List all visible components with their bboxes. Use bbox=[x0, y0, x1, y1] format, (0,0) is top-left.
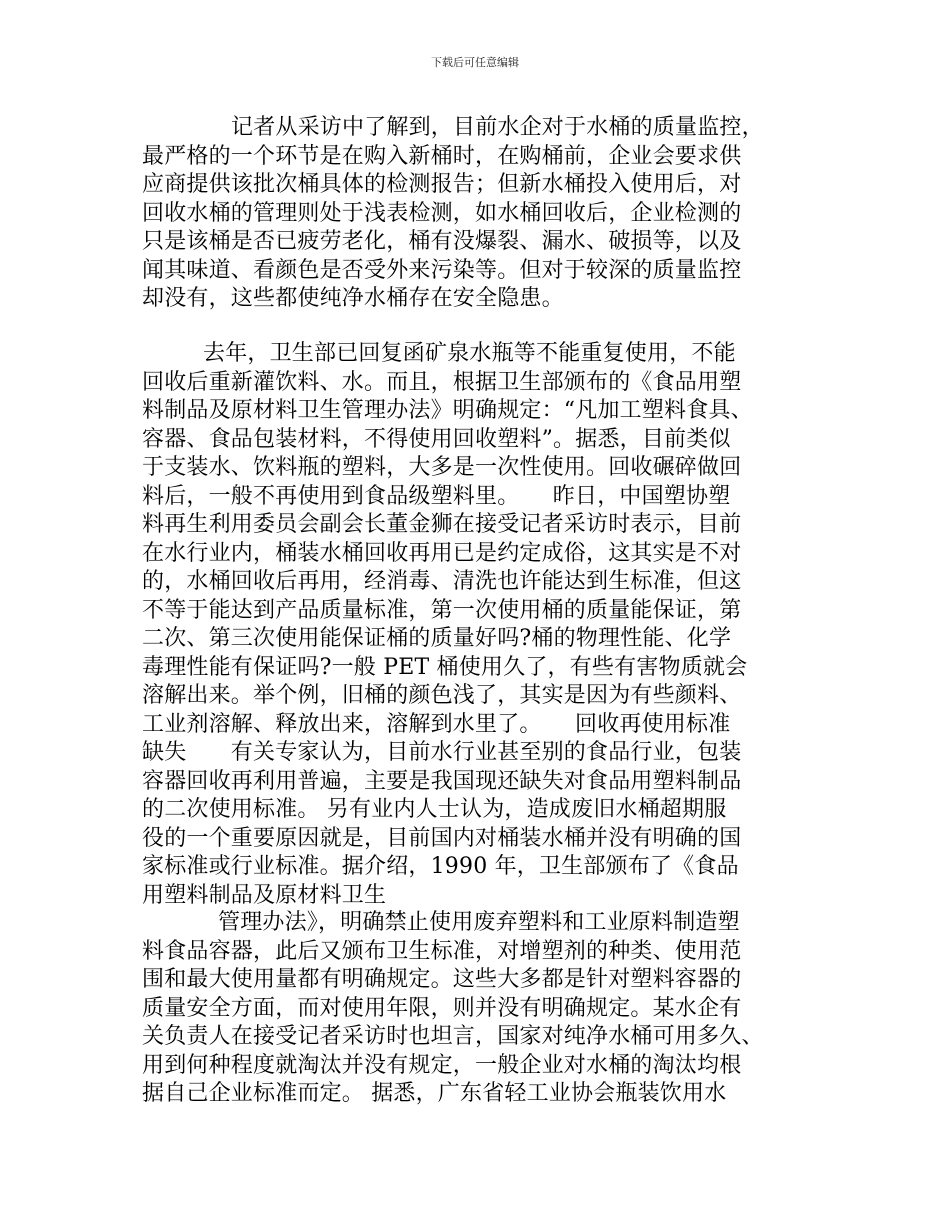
text-line: 却没有，这些都使纯净水桶存在安全隐患。 bbox=[142, 286, 564, 311]
text-line: 质量安全方面，而对使用年限，则并没有明确规定。某水企有 bbox=[142, 995, 742, 1021]
text-line: 工业剂溶解、释放出来，溶解到水里了。 回收再使用标准 bbox=[142, 711, 731, 737]
text-line: 料食品容器，此后又颁布卫生标准，对增塑剂的种类、使用范 bbox=[142, 938, 742, 964]
text-line: 回收水桶的管理则处于浅表检测，如水桶回收后，企业检测的 bbox=[142, 200, 742, 226]
text-line: 容器、食品包装材料，不得使用回收塑料”。据悉，目前类似 bbox=[142, 426, 731, 452]
text-line: 最严格的一个环节是在购入新桶时，在购桶前，企业会要求供 bbox=[142, 143, 742, 169]
text-line: 闻其味道、看颜色是否受外来污染等。但对于较深的质量监控 bbox=[142, 257, 742, 283]
text-line: 用到何种程度就淘汰并没有规定，一般企业对水桶的淘汰均根 bbox=[142, 1052, 742, 1078]
text-line: 缺失 有关专家认为，目前水行业甚至别的食品行业，包装 bbox=[142, 740, 742, 765]
text-line: 管理办法》，明确禁止使用废弃塑料和工业原料制造塑 bbox=[218, 910, 740, 935]
text-line: 的二次使用标准。 另有业内人士认为，造成废旧水桶超期服 bbox=[142, 797, 727, 822]
text-line: 在水行业内，桶装水桶回收再用已是约定成俗，这其实是不对 bbox=[142, 540, 742, 566]
text-line: 不等于能达到产品质量标准，第一次使用桶的质量能保证，第 bbox=[142, 597, 742, 623]
text-line: 容器回收再利用普遍，主要是我国现还缺失对食品用塑料制品 bbox=[142, 768, 742, 794]
text-line: 回收后重新灌饮料、水。而且，根据卫生部颁布的《食品用塑 bbox=[142, 369, 742, 395]
text-line: 料再生利用委员会副会长董金狮在接受记者采访时表示，目前 bbox=[142, 512, 742, 537]
text-line: 去年，卫生部已回复函矿泉水瓶等不能重复使用，不能 bbox=[203, 341, 736, 366]
text-line: 围和最大使用量都有明确规定。这些大多都是针对塑料容器的 bbox=[142, 967, 742, 992]
text-line: 用塑料制品及原材料卫生 bbox=[142, 882, 387, 908]
text-line: 只是该桶是否已疲劳老化，桶有没爆裂、漏水、破损等，以及 bbox=[142, 229, 742, 254]
text-line: 役的一个重要原因就是，目前国内对桶装水桶并没有明确的国 bbox=[142, 825, 742, 851]
text-line: 料制品及原材料卫生管理办法》明确规定：“凡加工塑料食具、 bbox=[142, 398, 753, 423]
text-line: 二次、第三次使用能保证桶的质量好吗?桶的物理性能、化学 bbox=[142, 626, 732, 651]
text-line: 记者从采访中了解到，目前水企对于水桶的质量监控， bbox=[231, 115, 764, 140]
paragraph-3 bbox=[142, 909, 822, 1109]
paragraph-1 bbox=[142, 114, 822, 314]
text-line: 关负责人在接受记者采访时也坦言，国家对纯净水桶可用多久、 bbox=[142, 1024, 764, 1049]
text-line: 的，水桶回收后再用，经消毒、清洗也许能达到生标准，但这 bbox=[142, 569, 742, 594]
text-line: 于支装水、饮料瓶的塑料，大多是一次性使用。回收碾碎做回 bbox=[142, 455, 742, 480]
text-line: 据自己企业标准而定。 据悉，广东省轻工业协会瓶装饮用水 bbox=[142, 1081, 727, 1106]
page-header: 下载后可任意编辑 bbox=[431, 56, 519, 69]
text-line: 应商提供该批次桶具体的检测报告；但新水桶投入使用后，对 bbox=[142, 172, 742, 197]
text-line: 溶解出来。举个例，旧桶的颜色浅了，其实是因为有些颜料、 bbox=[142, 683, 742, 708]
paragraph-2 bbox=[142, 340, 822, 910]
text-line: 毒理性能有保证吗?一般 PET 桶使用久了，有些有害物质就会 bbox=[142, 654, 748, 680]
text-line: 料后，一般不再使用到食品级塑料里。 昨日，中国塑协塑 bbox=[142, 483, 731, 509]
text-line: 家标准或行业标准。据介绍，1990 年，卫生部颁布了《食品 bbox=[142, 854, 739, 879]
